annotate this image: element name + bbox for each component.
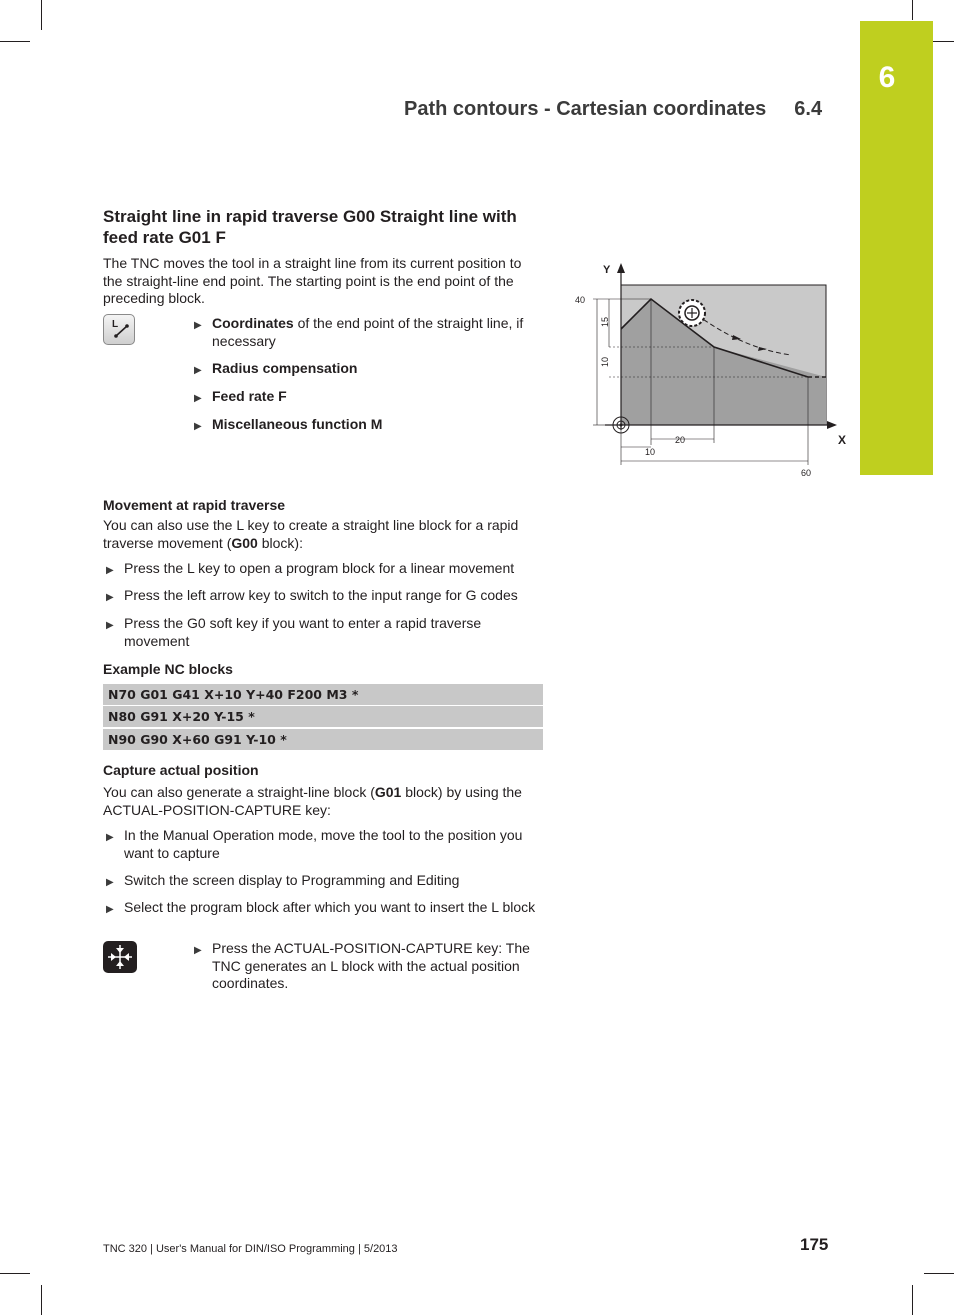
input-item-coordinates xyxy=(191,315,543,350)
capture-step xyxy=(103,827,543,862)
capture-arrows-icon xyxy=(103,941,137,973)
dim-15: 15 xyxy=(600,316,610,327)
chapter-number: 6 xyxy=(878,61,896,94)
input-label: Miscellaneous function M xyxy=(212,416,383,432)
intro-paragraph: The TNC moves the tool in a straight line from its current position to the straight-line end point. The starting point is the end point of the preceding block. xyxy=(103,255,522,306)
l-key-glyph: L xyxy=(112,319,119,330)
dim-10: 10 xyxy=(600,356,610,367)
crop-mark xyxy=(41,1285,42,1315)
dim-y40: 40 xyxy=(575,295,586,305)
crop-mark xyxy=(0,1273,30,1274)
rapid-paragraph xyxy=(103,517,543,552)
tool-icon xyxy=(679,300,705,326)
arrow-bullet-icon: ▶ xyxy=(194,393,202,404)
footer-text: TNC 320 | User's Manual for DIN/ISO Programming | 5/2013 xyxy=(103,1243,398,1255)
capture-step-text: In the Manual Operation mode, move the tool to the position you want to capture xyxy=(124,827,523,861)
input-label: Coordinates xyxy=(212,315,294,331)
chapter-tab xyxy=(860,21,933,475)
capture-step xyxy=(103,872,543,890)
capture-paragraph xyxy=(103,784,543,819)
nc-block: N90 G90 X+60 G91 Y-10 * xyxy=(103,729,543,750)
rapid-step xyxy=(103,615,543,650)
arrow-bullet-icon: ▶ xyxy=(194,945,202,956)
rapid-step xyxy=(103,560,543,578)
capture-text-bold: G01 xyxy=(374,784,402,800)
capture-text-b: block) by using the ACTUAL-POSITION-CAPTURE key: xyxy=(103,784,522,818)
section-heading: Straight line in rapid traverse G00 Straight line with feed rate G01 F xyxy=(103,207,517,247)
header-section: 6.4 xyxy=(794,98,823,120)
rapid-step-text: Press the L key to open a program block for a linear movement xyxy=(124,560,515,576)
dim-x10: 10 xyxy=(645,447,656,457)
rapid-text-bold: G00 xyxy=(231,534,258,551)
page-number: 175 xyxy=(800,1235,829,1254)
input-label: Feed rate F xyxy=(212,388,287,404)
crop-mark xyxy=(41,0,42,30)
dim-x20: 20 xyxy=(675,435,686,445)
rapid-heading: Movement at rapid traverse xyxy=(103,497,286,513)
arrow-bullet-icon: ▶ xyxy=(106,565,114,576)
rapid-step xyxy=(103,587,543,605)
capture-text-a: You can also generate a straight-line block ( xyxy=(103,784,375,800)
arrow-bullet-icon: ▶ xyxy=(106,904,114,915)
capture-key-step-text: Press the ACTUAL-POSITION-CAPTURE key: The TNC generates an L block with the actual position coordinates. xyxy=(212,940,530,991)
x-axis-label: X xyxy=(838,433,847,447)
capture-step-text: Switch the screen display to Programming and Editing xyxy=(124,872,460,888)
arrow-bullet-icon: ▶ xyxy=(106,832,114,843)
arrow-bullet-icon: ▶ xyxy=(106,620,114,631)
crop-mark xyxy=(912,0,913,20)
crop-mark xyxy=(912,1285,913,1315)
contour-diagram xyxy=(565,255,855,485)
rapid-text-b: block): xyxy=(257,534,303,551)
header-title: Path contours - Cartesian coordinates xyxy=(404,98,767,120)
input-item-radius-compensation xyxy=(191,360,543,378)
nc-block: N70 G01 G41 X+10 Y+40 F200 M3 * xyxy=(103,684,543,705)
running-header xyxy=(404,98,822,121)
arrow-bullet-icon: ▶ xyxy=(194,365,202,376)
capture-key-step xyxy=(191,940,543,993)
input-item-misc-function xyxy=(191,416,543,434)
capture-step xyxy=(103,899,543,917)
actual-position-capture-key-icon xyxy=(103,941,137,973)
rapid-step-text: Press the left arrow key to switch to the input range for G codes xyxy=(124,587,518,603)
arrow-bullet-icon: ▶ xyxy=(106,877,114,888)
crop-mark xyxy=(924,1273,954,1274)
capture-step-text: Select the program block after which you want to insert the L block xyxy=(124,899,536,915)
input-label: Radius compensation xyxy=(212,360,358,376)
rapid-text-a: You can also use the L key to create a straight line block for a rapid traverse movement ( xyxy=(103,517,519,551)
example-heading: Example NC blocks xyxy=(103,661,233,677)
arrow-bullet-icon: ▶ xyxy=(106,592,114,603)
capture-heading: Capture actual position xyxy=(103,762,259,778)
input-item-feed-rate xyxy=(191,388,543,406)
crop-mark xyxy=(0,41,30,42)
l-key-icon xyxy=(103,314,135,345)
input-description: of the end point of the straight line, if necessary xyxy=(212,315,524,349)
line-glyph-icon xyxy=(104,315,134,344)
rapid-step-text: Press the G0 soft key if you want to enter a rapid traverse movement xyxy=(124,615,482,649)
dim-x60: 60 xyxy=(801,468,812,478)
arrow-bullet-icon: ▶ xyxy=(194,320,202,331)
y-axis-label: Y xyxy=(603,264,611,276)
nc-block: N80 G91 X+20 Y-15 * xyxy=(103,706,543,727)
arrow-bullet-icon: ▶ xyxy=(194,421,202,432)
